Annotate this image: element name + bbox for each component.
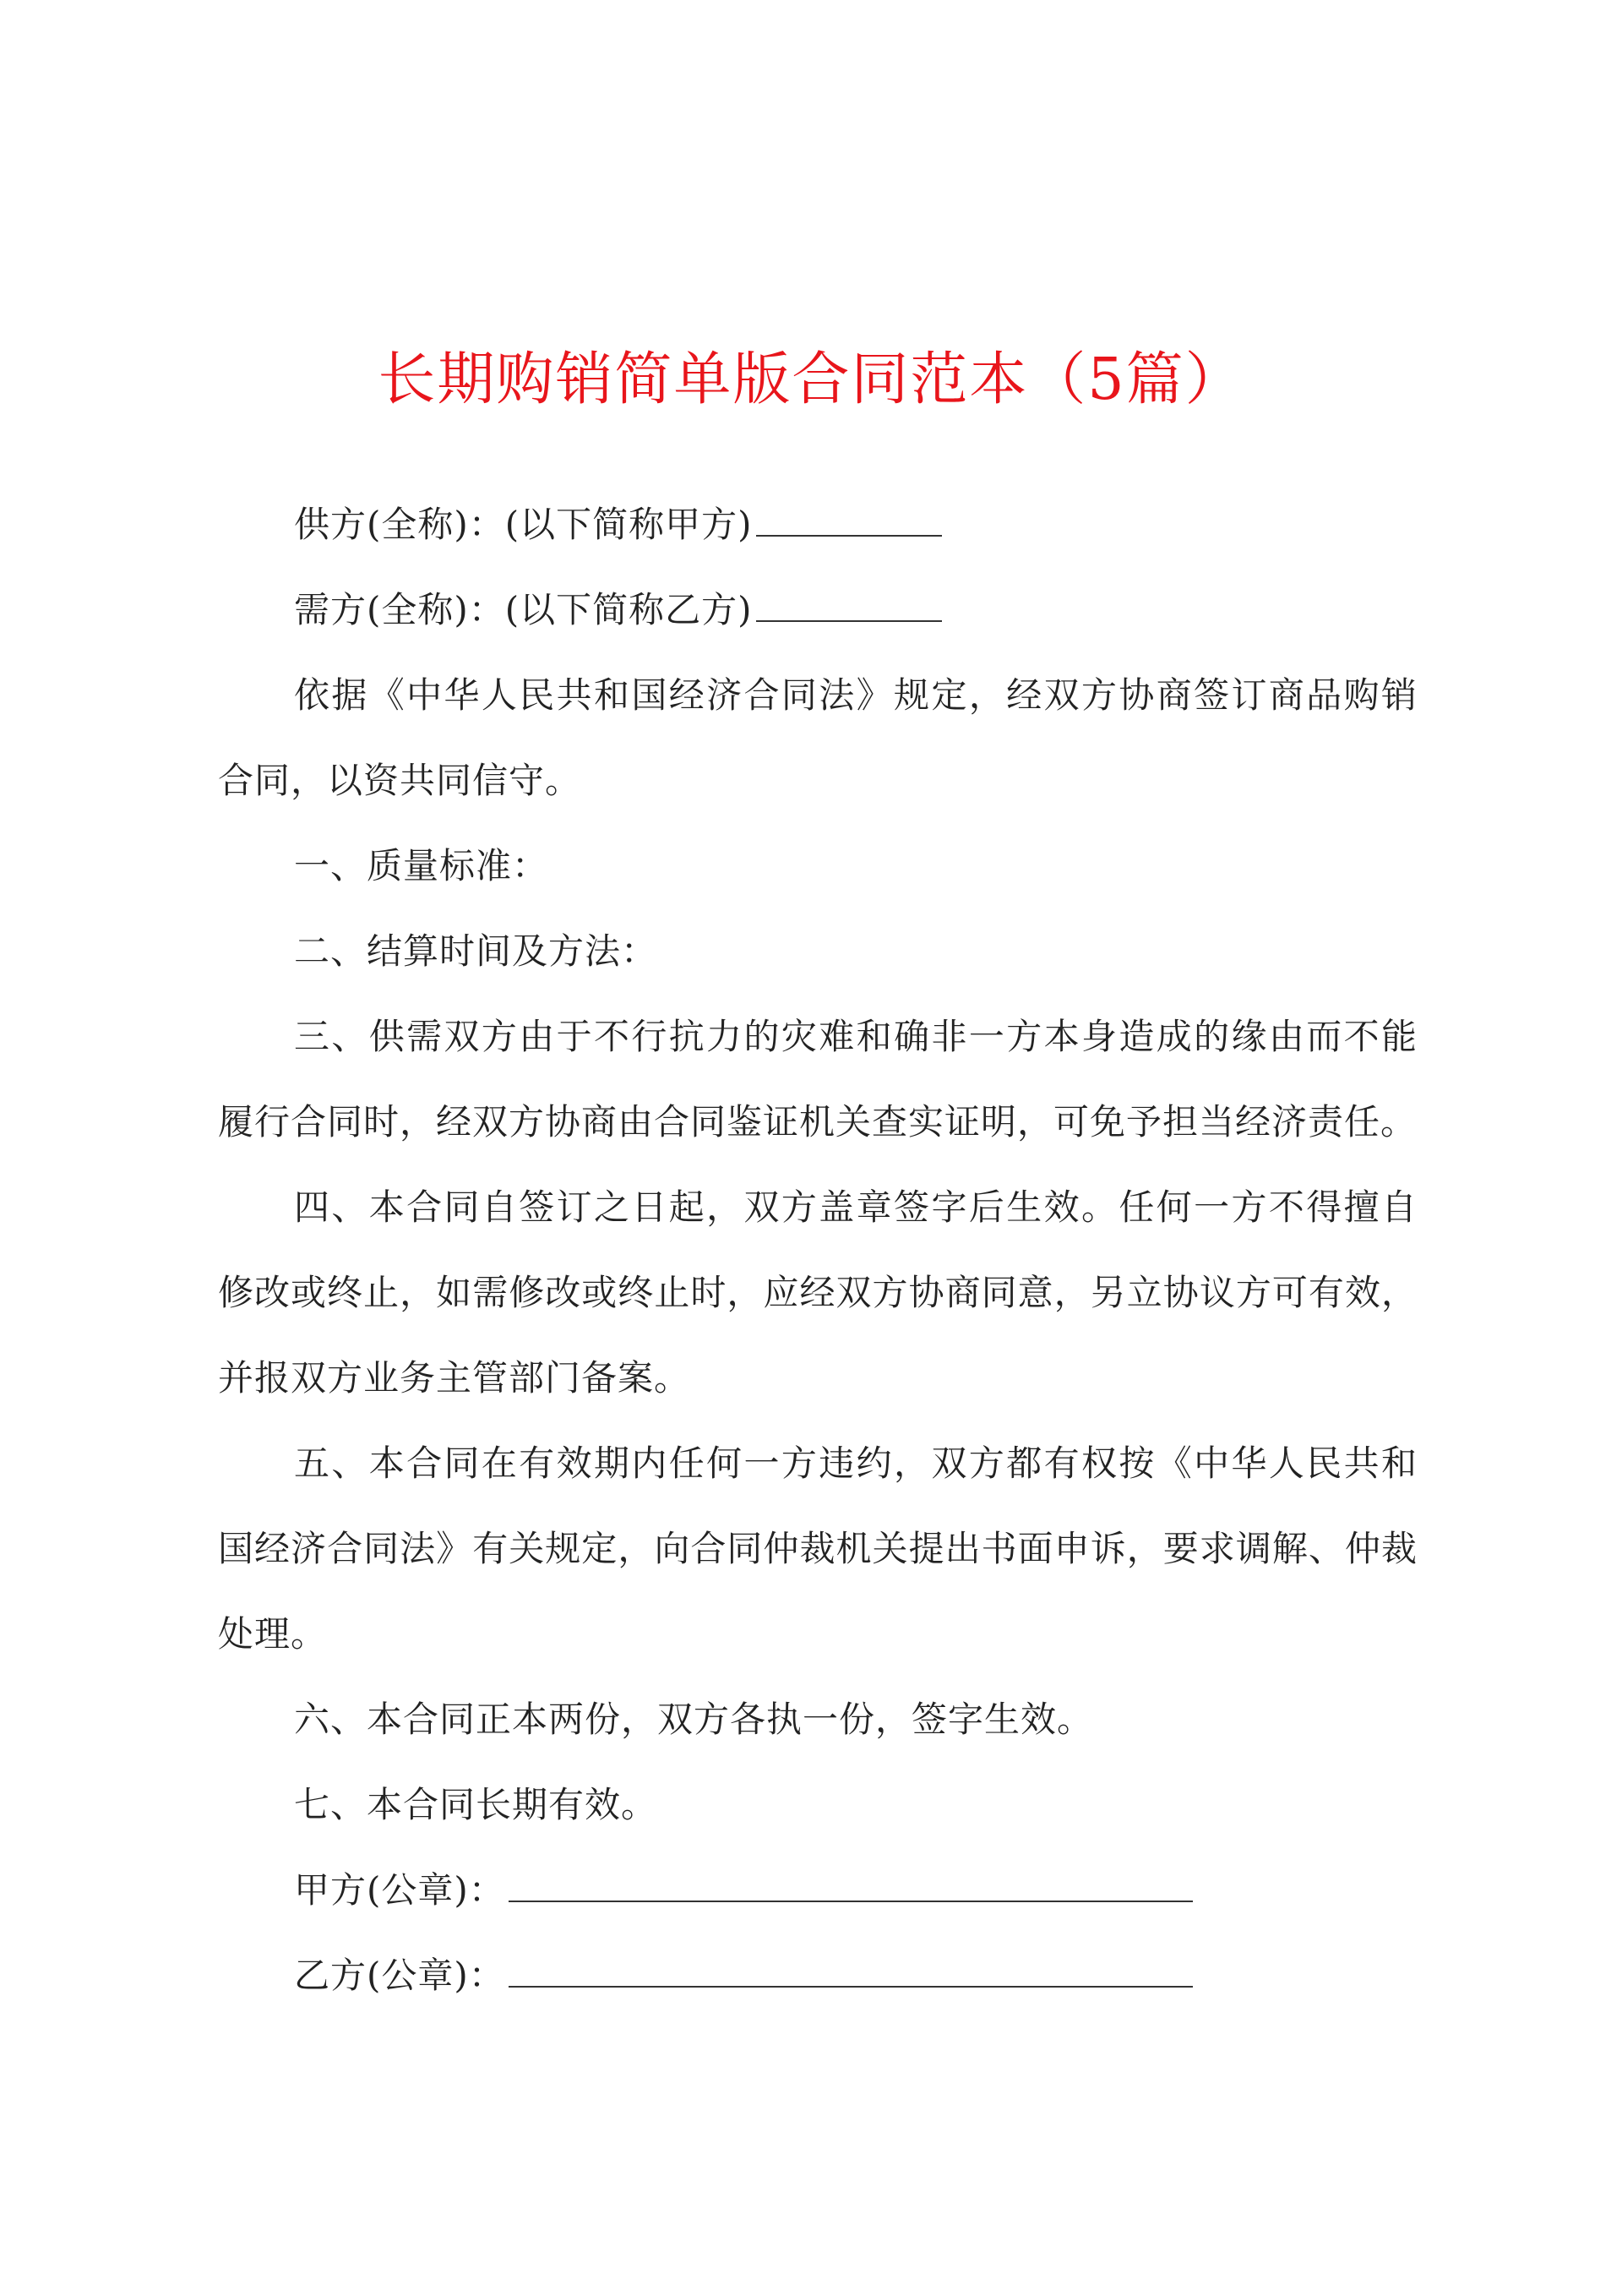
clause-2: 二、结算时间及方法： (294, 930, 658, 972)
intro-paragraph: 依据《中华人民共和国经济合同法》规定，经双方协商签订商品购销合同，以资共同信守。 (218, 674, 1418, 801)
party-a-signature-line (218, 1847, 1418, 1933)
document-title: 长期购销简单版合同范本（5篇） (378, 346, 1244, 413)
party-a-seal-field[interactable] (509, 1863, 1193, 1902)
supplier-label: 供方(全称)：(以下简称甲方) (294, 504, 753, 545)
clause-5: 五、本合同在有效期内任何一方违约，双方都有权按《中华人民共和国经济合同法》有关规定，向合同仲裁机关提出书面申诉，要求调解、仲裁处理。 (218, 1442, 1418, 1655)
buyer-name-field[interactable] (756, 583, 942, 622)
buyer-label: 需方(全称)：(以下简称乙方) (294, 589, 753, 630)
supplier-name-field[interactable] (756, 498, 942, 537)
party-b-label: 乙方(公章)： (294, 1955, 505, 1996)
contract-body (218, 482, 1418, 2018)
clause-1: 一、质量标准： (294, 845, 549, 886)
clause-6: 六、本合同正本两份，双方各执一份，签字生效。 (294, 1699, 1094, 1740)
clause-7: 七、本合同长期有效。 (294, 1784, 658, 1825)
buyer-line (218, 567, 1418, 652)
party-a-label: 甲方(公章)： (294, 1869, 505, 1911)
party-b-signature-line (218, 1933, 1418, 2018)
clause-3: 三、供需双方由于不行抗力的灾难和确非一方本身造成的缘由而不能履行合同时，经双方协商由合同鉴证机关查实证明，可免予担当经济责任。 (218, 1016, 1418, 1143)
supplier-line (218, 482, 1418, 567)
clause-4: 四、本合同自签订之日起，双方盖章签字后生效。任何一方不得擅自修改或终止，如需修改或终止时，应经双方协商同意，另立协议方可有效，并报双方业务主管部门备案。 (218, 1186, 1418, 1399)
party-b-seal-field[interactable] (509, 1949, 1193, 1988)
